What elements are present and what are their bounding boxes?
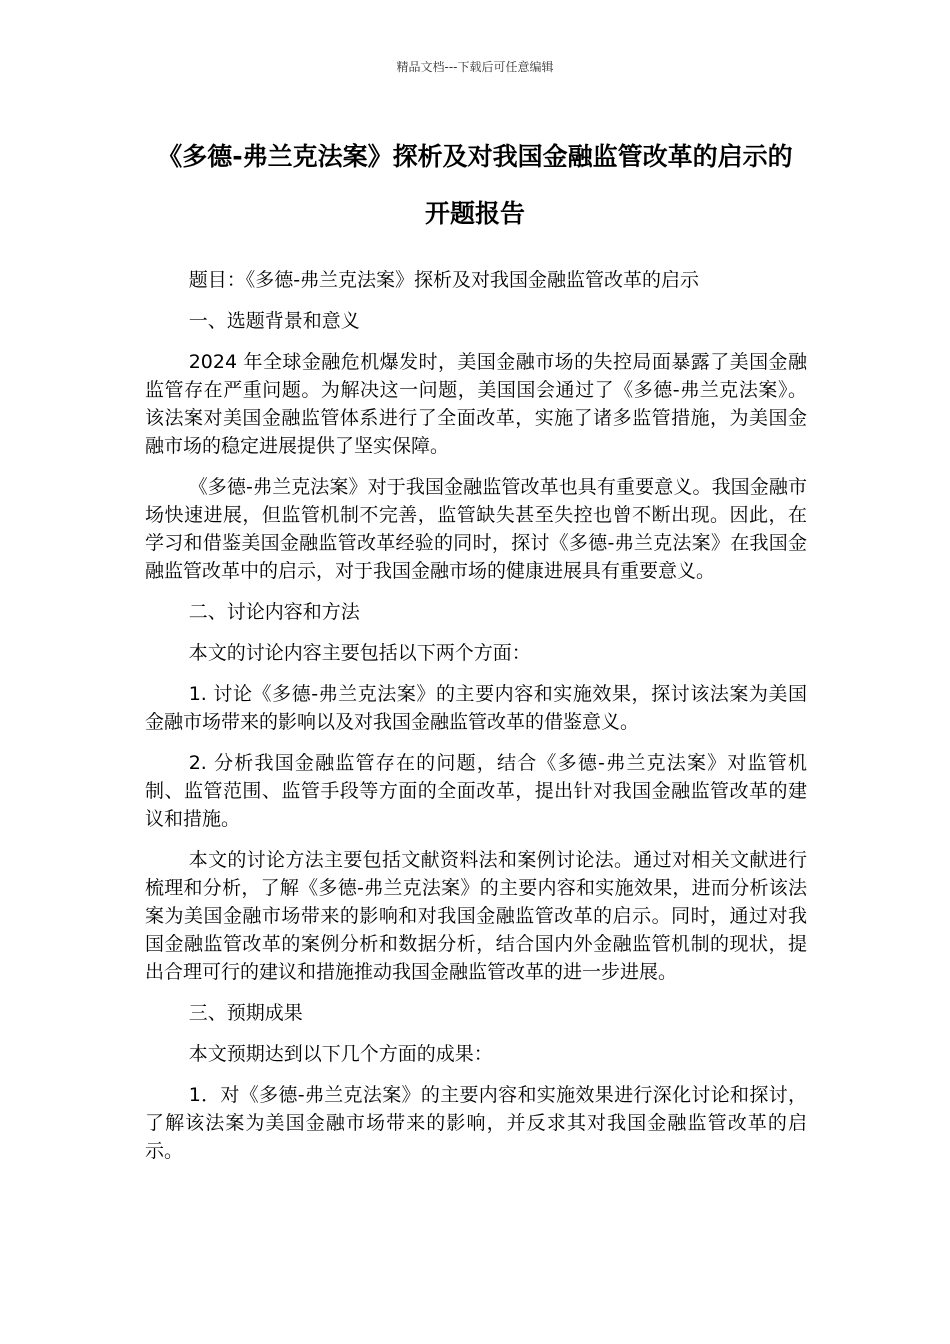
header-note: 精品文档---下载后可任意编辑 [396,60,554,74]
paragraph-method: 本文的讨论方法主要包括文献资料法和案例讨论法。通过对相关文献进行梳理和分析，了解《多德-弗兰克法案》的主要内容和实施效果，进而分析该法案为美国金融市场带来的影响和对我国金融监管改革的启示。同时，通过对我国金融监管改革的案例分析和数据分析，结合国内外金融监管机制的现状，提出合理可行的建议和措施推动我国金融监管改革的进一步进展。 [145,849,807,983]
paragraph-results-intro: 本文预期达到以下几个方面的成果： [188,1043,493,1065]
topic-line: 题目：《多德-弗兰克法案》探析及对我国金融监管改革的启示 [188,269,700,291]
paragraph-content-intro: 本文的讨论内容主要包括以下两个方面： [188,642,531,664]
section-heading-expected-results: 三、预期成果 [188,1002,303,1024]
section-heading-content-method: 二、讨论内容和方法 [188,601,360,623]
paragraph-background-2: 《多德-弗兰克法案》对于我国金融监管改革也具有重要意义。我国金融市场快速进展，但监管机制不完善，监管缺失甚至失控也曾不断出现。因此，在学习和借鉴美国金融监管改革经验的同时，探讨《多德-弗兰克法案》在我国金融监管改革中的启示，对于我国金融市场的健康进展具有重要意义。 [145,476,807,582]
document-title: 《多德-弗兰克法案》探析及对我国金融监管改革的启示的开题报告 [157,142,793,228]
paragraph-background-1: 2024 年全球金融危机爆发时，美国金融市场的失控局面暴露了美国金融监管存在严重问题。为解决这一问题，美国国会通过了《多德-弗兰克法案》。该法案对美国金融监管体系进行了全面改革，实施了诸多监管措施，为美国金融市场的稳定进展提供了坚实保障。 [145,351,807,457]
document-body [145,266,807,1178]
section-heading-background: 一、选题背景和意义 [188,310,360,332]
list-item-content-2: 2. 分析我国金融监管存在的问题，结合《多德-弗兰克法案》对监管机制、监管范围、监管手段等方面的全面改革，提出针对我国金融监管改革的建议和措施。 [145,752,807,830]
list-item-content-1: 1. 讨论《多德-弗兰克法案》的主要内容和实施效果，探讨该法案为美国金融市场带来的影响以及对我国金融监管改革的借鉴意义。 [145,683,807,733]
list-item-results-1: 1．对《多德-弗兰克法案》的主要内容和实施效果进行深化讨论和探讨，了解该法案为美国金融市场带来的影响，并反求其对我国金融监管改革的启示。 [145,1084,807,1162]
